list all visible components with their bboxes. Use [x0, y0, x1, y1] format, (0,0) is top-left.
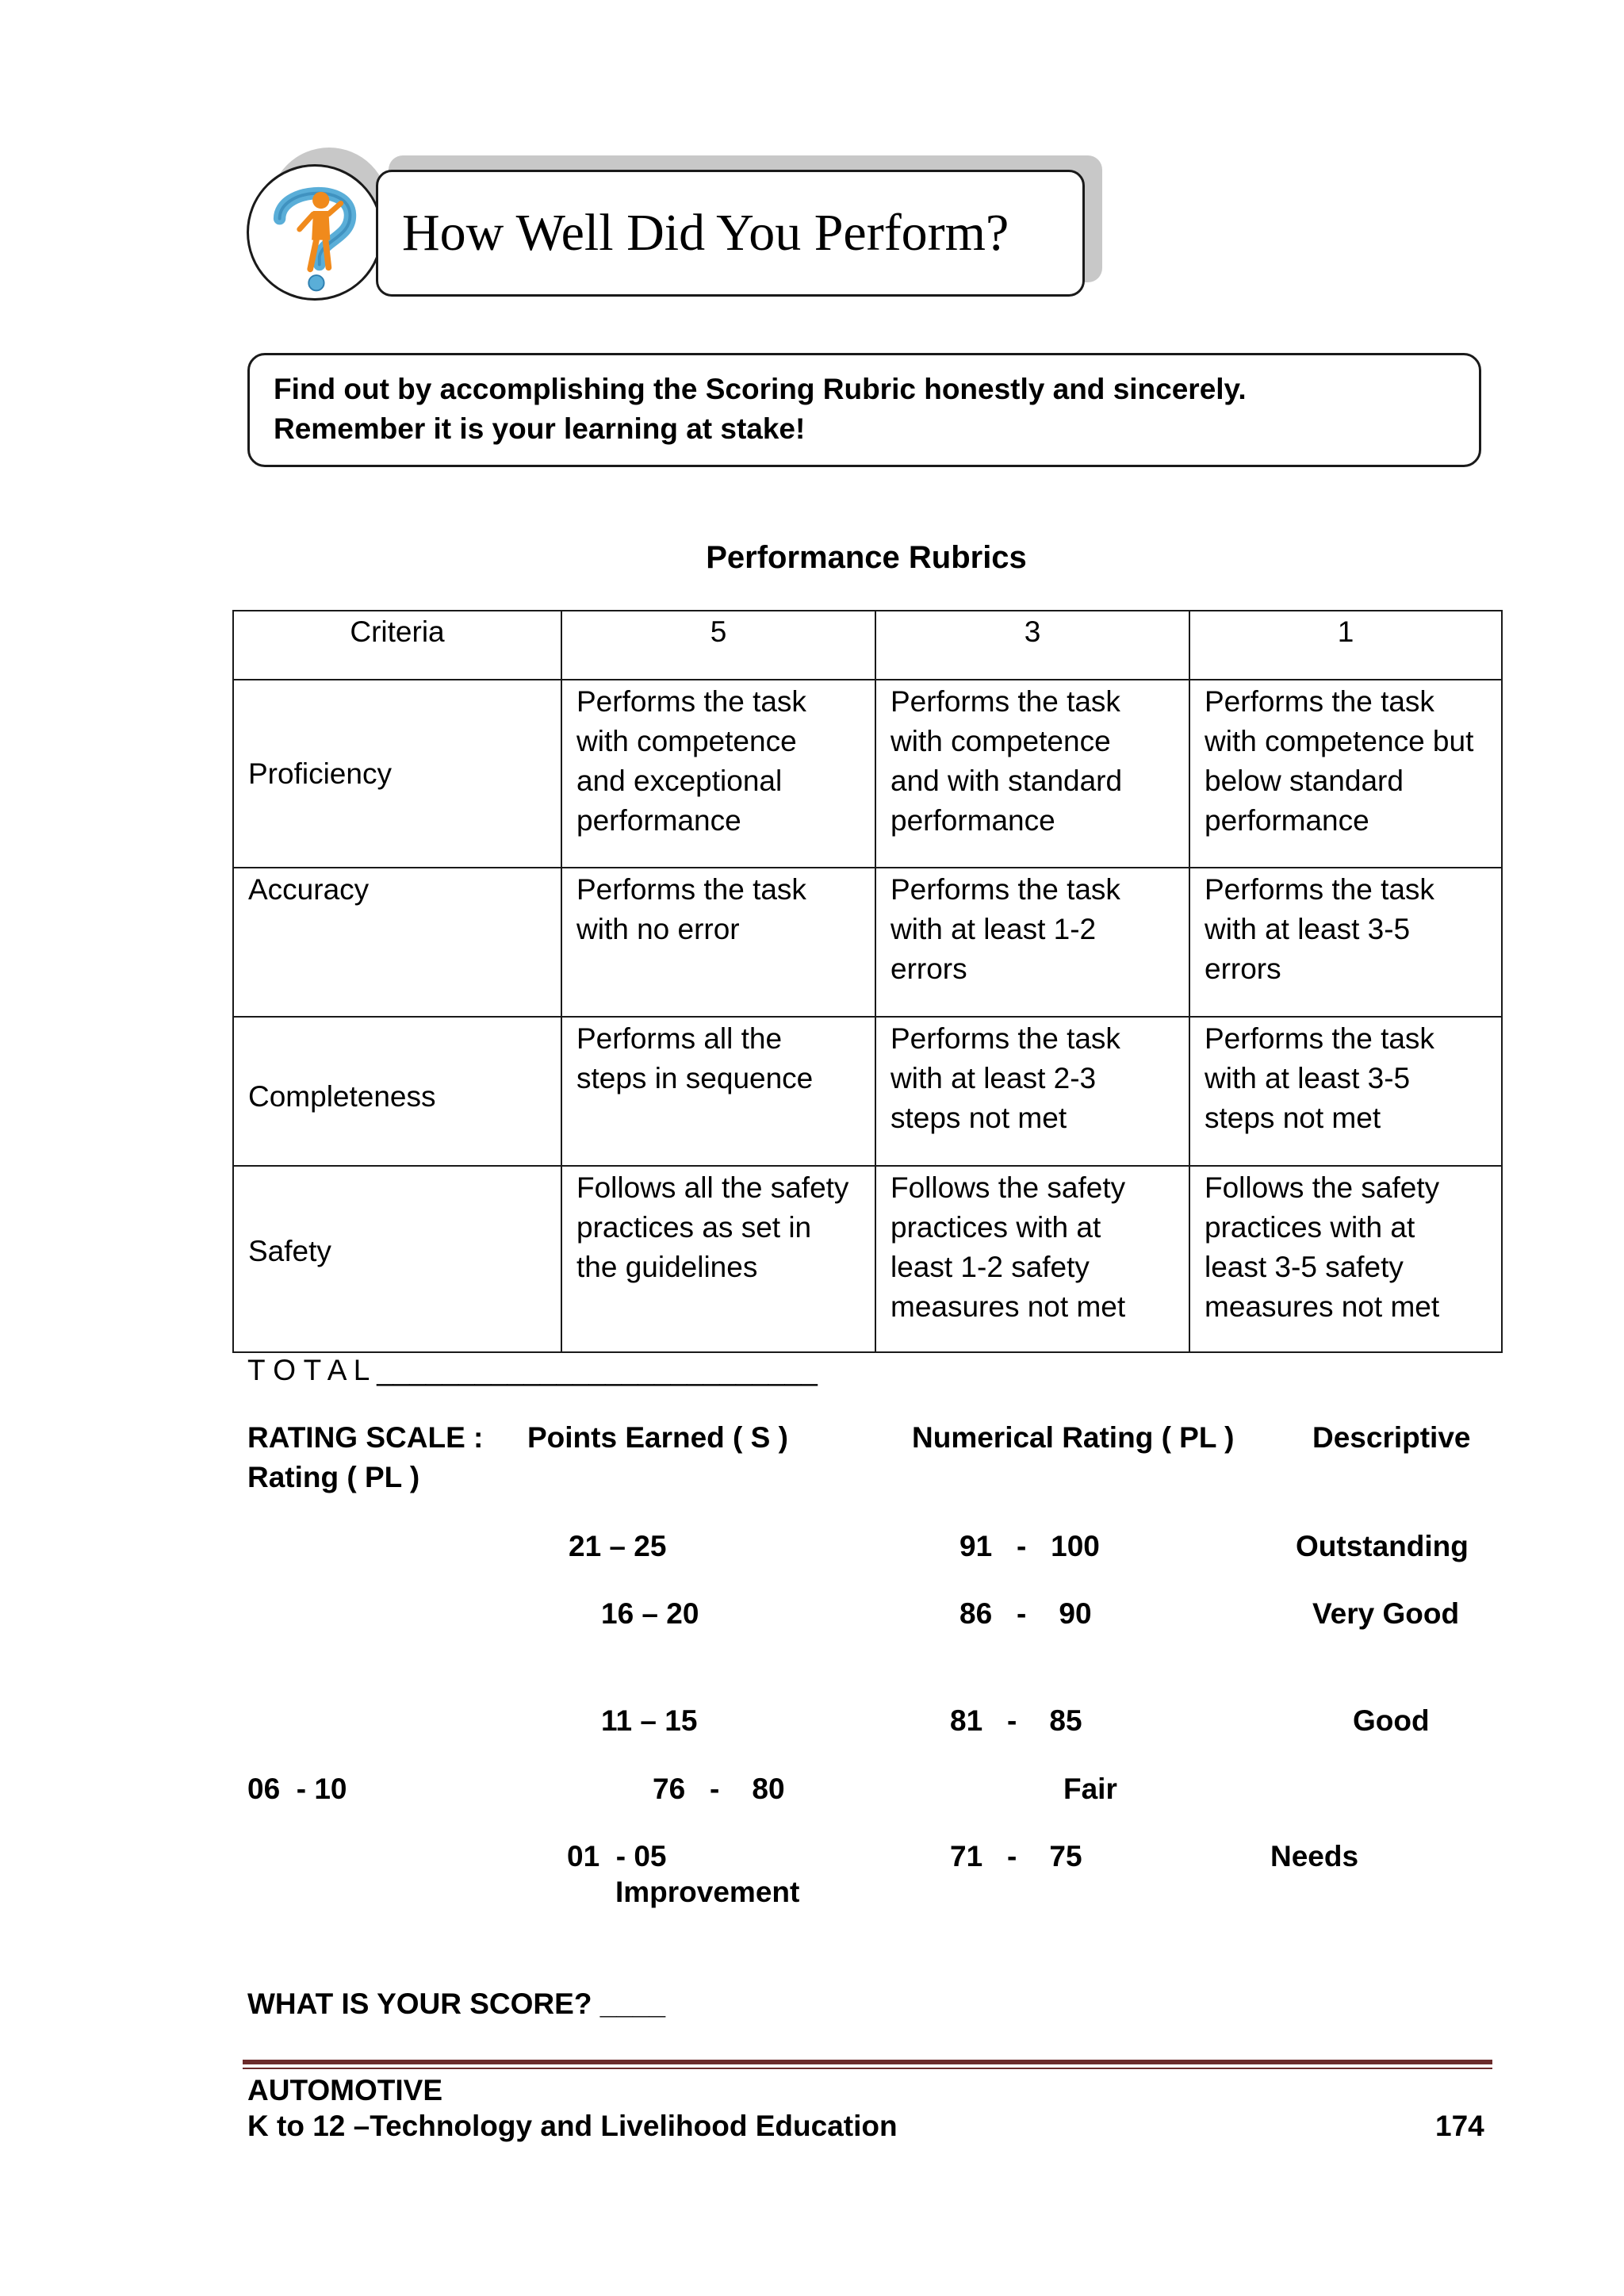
criterion-label: Completeness — [233, 1017, 561, 1166]
rubric-cell — [1189, 868, 1502, 1017]
criterion-label: Accuracy — [233, 868, 561, 1017]
cell-line: Performs the task — [891, 873, 1120, 906]
rubric-cell — [1189, 1166, 1502, 1352]
cell-line: below standard — [1205, 765, 1404, 797]
cell-line: with at least 1-2 — [891, 913, 1097, 945]
rubric-cell — [875, 680, 1189, 868]
numerical-range: 81 - 85 — [950, 1704, 1082, 1737]
cell-line: with competence — [891, 725, 1111, 757]
cell-line: practices with at — [1205, 1211, 1415, 1244]
descriptive-rating: Outstanding — [1296, 1530, 1469, 1562]
cell-line: errors — [891, 953, 967, 985]
score-question-line — [247, 1984, 665, 2024]
rubric-cell — [875, 1166, 1189, 1352]
cell-line: errors — [1205, 953, 1281, 985]
total-line — [247, 1351, 818, 1390]
cell-line: Performs the task — [891, 685, 1120, 718]
cell-line: practices as set in — [576, 1211, 812, 1244]
cell-line: measures not met — [1205, 1290, 1440, 1323]
footer-course: K to 12 –Technology and Livelihood Education — [247, 2110, 898, 2142]
rubric-cell — [875, 1017, 1189, 1166]
criterion-label: Safety — [233, 1166, 561, 1352]
cell-line: performance — [891, 804, 1055, 837]
descriptive-rating-cont: Improvement — [615, 1876, 800, 1908]
cell-line: performance — [1205, 804, 1369, 837]
numerical-range: 76 - 80 — [653, 1773, 785, 1805]
points-range: 01 - 05 — [567, 1840, 667, 1872]
rating-scale-label: RATING SCALE : — [247, 1421, 484, 1454]
rubric-row-completeness — [233, 1017, 1502, 1166]
descriptive-rating: Good — [1353, 1704, 1430, 1737]
cell-line: practices with at — [891, 1211, 1101, 1244]
footer-subject: AUTOMOTIVE — [247, 2074, 442, 2106]
total-blank: ___________________________ — [377, 1354, 818, 1386]
cell-line: with at least 2-3 — [891, 1062, 1097, 1094]
numerical-range: 86 - 90 — [959, 1597, 1092, 1630]
cell-line: Performs all the — [576, 1022, 783, 1055]
rubric-cell — [1189, 680, 1502, 868]
score-question: WHAT IS YOUR SCORE? — [247, 1987, 592, 2020]
cell-line: Performs the task — [576, 685, 806, 718]
cell-line: performance — [576, 804, 741, 837]
descriptive-rating: Very Good — [1312, 1597, 1460, 1630]
descriptive-rating: Fair — [1063, 1773, 1117, 1805]
banner-title-box — [376, 170, 1085, 297]
rubric-row-safety — [233, 1166, 1502, 1352]
points-range: 16 – 20 — [601, 1597, 699, 1630]
numerical-range: 91 - 100 — [959, 1530, 1100, 1562]
page-title: How Well Did You Perform? — [402, 204, 1009, 262]
points-range: 06 - 10 — [247, 1773, 347, 1805]
cell-line: steps not met — [1205, 1102, 1381, 1134]
cell-line: with at least 3-5 — [1205, 913, 1411, 945]
cell-line: with competence but — [1205, 725, 1474, 757]
cell-line: Follows the safety — [891, 1171, 1126, 1204]
footer-rule-thin — [243, 2068, 1492, 2069]
cell-line: measures not met — [891, 1290, 1126, 1323]
rubric-row-accuracy — [233, 868, 1502, 1017]
descriptive-rating-header-cont: Rating ( PL ) — [247, 1461, 420, 1493]
numerical-rating-header: Numerical Rating ( PL ) — [912, 1421, 1235, 1454]
rubric-cell — [1189, 1017, 1502, 1166]
instruction-box — [247, 353, 1481, 467]
cell-line: Performs the task — [1205, 685, 1434, 718]
cell-line: with competence — [576, 725, 797, 757]
cell-line: Performs the task — [576, 873, 806, 906]
rubric-cell — [561, 1166, 875, 1352]
cell-line: Performs the task — [1205, 1022, 1434, 1055]
cell-line: least 1-2 safety — [891, 1251, 1090, 1283]
rubric-row-proficiency — [233, 680, 1502, 868]
cell-line: Follows the safety — [1205, 1171, 1440, 1204]
column-header-score-5: 5 — [561, 611, 875, 680]
criterion-label: Proficiency — [233, 680, 561, 868]
page-number: 174 — [1435, 2110, 1484, 2142]
instruction-line-1: Find out by accomplishing the Scoring Rubric honestly and sincerely. — [274, 373, 1247, 405]
rubric-cell — [561, 680, 875, 868]
numerical-range: 71 - 75 — [950, 1840, 1082, 1872]
points-earned-header: Points Earned ( S ) — [527, 1421, 788, 1454]
rubric-cell — [561, 868, 875, 1017]
cell-line: Performs the task — [1205, 873, 1434, 906]
instruction-line-2: Remember it is your learning at stake! — [274, 412, 806, 445]
column-header-criteria: Criteria — [233, 611, 561, 680]
cell-line: the guidelines — [576, 1251, 758, 1283]
points-range: 21 – 25 — [569, 1530, 667, 1562]
points-range: 11 – 15 — [601, 1704, 698, 1737]
descriptive-rating: Needs — [1270, 1840, 1359, 1872]
column-header-score-1: 1 — [1189, 611, 1502, 680]
cell-line: and with standard — [891, 765, 1123, 797]
rubric-cell — [875, 868, 1189, 1017]
cell-line: steps not met — [891, 1102, 1067, 1134]
cell-line: and exceptional — [576, 765, 783, 797]
cell-line: with at least 3-5 — [1205, 1062, 1411, 1094]
footer-rule — [243, 2060, 1492, 2064]
descriptive-rating-header: Descriptive — [1312, 1421, 1471, 1454]
rubric-header-row — [233, 611, 1502, 680]
cell-line: steps in sequence — [576, 1062, 814, 1094]
rubric-title: Performance Rubrics — [706, 540, 1027, 575]
cell-line: Follows all the safety — [576, 1171, 849, 1204]
cell-line: least 3-5 safety — [1205, 1251, 1404, 1283]
cell-line: Performs the task — [891, 1022, 1120, 1055]
total-label: T O T A L — [247, 1354, 369, 1386]
rubric-table — [232, 610, 1503, 1353]
cell-line: with no error — [576, 913, 740, 945]
question-mark-figure-icon — [247, 164, 383, 301]
score-blank: ____ — [599, 1987, 666, 2020]
rubric-cell — [561, 1017, 875, 1166]
column-header-score-3: 3 — [875, 611, 1189, 680]
